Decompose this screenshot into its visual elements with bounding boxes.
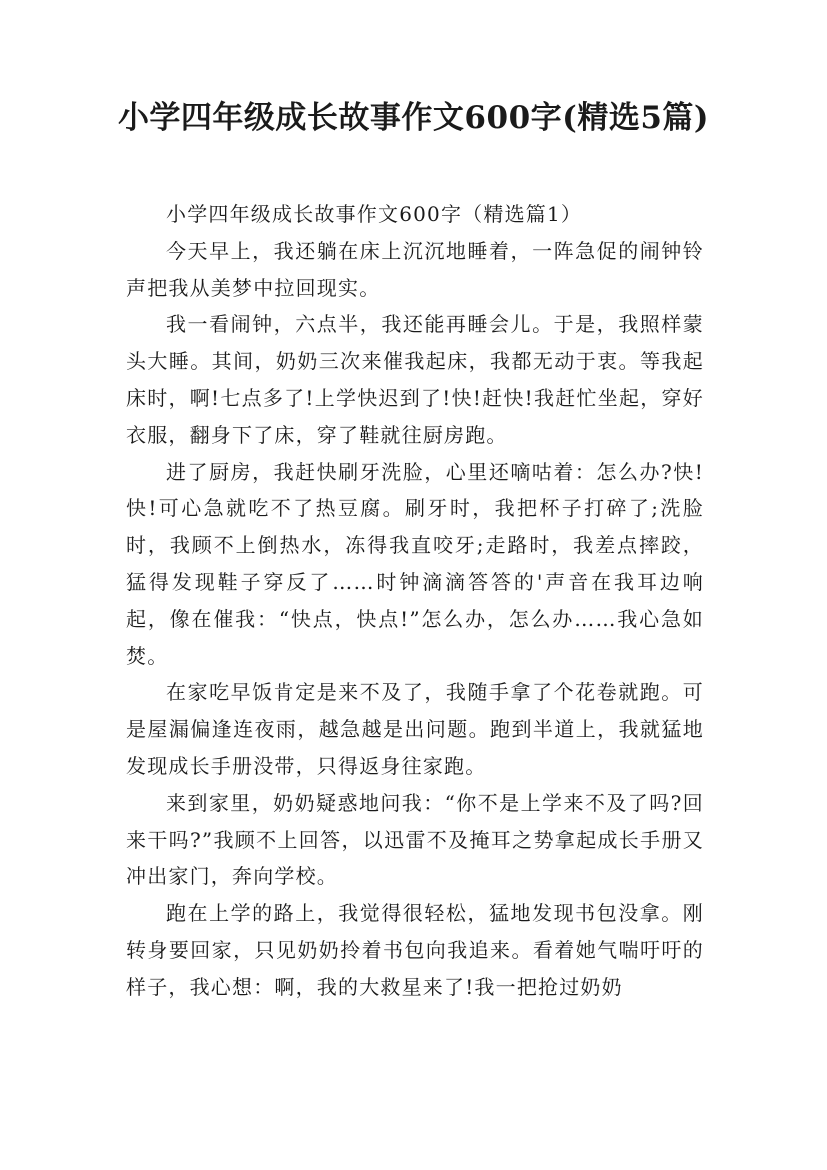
document-body <box>126 196 704 1006</box>
paragraph: 在家吃早饭肯定是来不及了，我随手拿了个花卷就跑。可是屋漏偏逢连夜雨，越急越是出问题。跑到半道上，我就猛地发现成长手册没带，只得返身往家跑。 <box>126 680 704 778</box>
section-heading: 小学四年级成长故事作文600字（精选篇1） <box>166 202 583 226</box>
paragraph: 今天早上，我还躺在床上沉沉地睡着，一阵急促的闹钟铃声把我从美梦中拉回现实。 <box>126 238 704 300</box>
paragraph: 进了厨房，我赶快刷牙洗脸，心里还嘀咕着：怎么办?快!快!可心急就吃不了热豆腐。刷牙时，我把杯子打碎了;洗脸时，我顾不上倒热水，冻得我直咬牙;走路时，我差点摔跤，猛得发现鞋子穿反了……时钟滴滴答答的'声音在我耳边响起，像在催我：“快点，快点!”怎么办，怎么办……我心急如焚。 <box>126 459 704 668</box>
paragraph: 来到家里，奶奶疑惑地问我：“你不是上学来不及了吗?回来干吗?”我顾不上回答，以迅雷不及掩耳之势拿起成长手册又冲出家门，奔向学校。 <box>126 790 704 889</box>
paragraph: 跑在上学的路上，我觉得很轻松，猛地发现书包没拿。刚转身要回家，只见奶奶拎着书包向我追来。看着她气喘吁吁的样子，我心想：啊，我的大救星来了!我一把抢过奶奶 <box>126 901 704 999</box>
paragraph: 我一看闹钟，六点半，我还能再睡会儿。于是，我照样蒙头大睡。其间，奶奶三次来催我起床，我都无动于衷。等我起床时，啊!七点多了!上学快迟到了!快!赶快!我赶忙坐起，穿好衣服，翻身下了床，穿了鞋就往厨房跑。 <box>126 312 704 447</box>
document-title: 小学四年级成长故事作文600字(精选5篇) <box>117 100 710 136</box>
